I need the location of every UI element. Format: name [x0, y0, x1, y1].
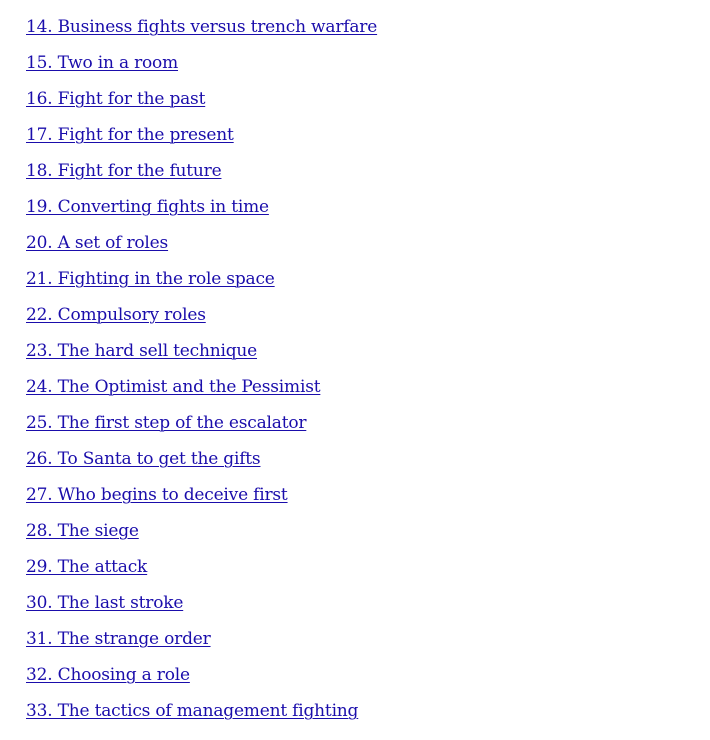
list-item — [26, 50, 377, 86]
toc-link[interactable]: 15. Two in a room — [26, 53, 179, 73]
list-item — [26, 338, 377, 374]
toc-link[interactable]: 17. Fight for the present — [26, 125, 234, 145]
toc-link[interactable]: 19. Converting fights in time — [26, 197, 269, 217]
list-item — [26, 662, 377, 698]
toc-link[interactable]: 29. The attack — [26, 557, 148, 577]
toc-link[interactable]: 16. Fight for the past — [26, 89, 206, 109]
toc-link[interactable]: 33. The tactics of management fighting — [26, 701, 359, 721]
list-item — [26, 266, 377, 302]
toc-link[interactable]: 25. The first step of the escalator — [26, 413, 307, 433]
toc-link[interactable]: 30. The last stroke — [26, 593, 184, 613]
list-item — [26, 446, 377, 482]
toc-link[interactable]: 27. Who begins to deceive first — [26, 485, 288, 505]
list-item — [26, 86, 377, 122]
list-item — [26, 590, 377, 626]
toc-link[interactable]: 24. The Optimist and the Pessimist — [26, 377, 321, 397]
list-item — [26, 14, 377, 50]
list-item — [26, 482, 377, 518]
list-item — [26, 626, 377, 662]
list-item — [26, 194, 377, 230]
list-item — [26, 158, 377, 194]
toc-link[interactable]: 32. Choosing a role — [26, 665, 190, 685]
list-item — [26, 230, 377, 266]
toc-link[interactable]: 23. The hard sell technique — [26, 341, 257, 361]
list-item — [26, 302, 377, 338]
list-item — [26, 518, 377, 554]
toc-link[interactable]: 21. Fighting in the role space — [26, 269, 275, 289]
list-item — [26, 410, 377, 446]
list-item — [26, 122, 377, 158]
toc-link[interactable]: 20. A set of roles — [26, 233, 169, 253]
list-item — [26, 698, 377, 734]
list-item — [26, 374, 377, 410]
toc-link[interactable]: 26. To Santa to get the gifts — [26, 449, 261, 469]
toc-link[interactable]: 22. Compulsory roles — [26, 305, 206, 325]
toc-link[interactable]: 28. The siege — [26, 521, 139, 541]
toc-link[interactable]: 31. The strange order — [26, 629, 211, 649]
table-of-contents — [26, 14, 377, 734]
toc-link[interactable]: 18. Fight for the future — [26, 161, 222, 181]
list-item — [26, 554, 377, 590]
toc-link[interactable]: 14. Business fights versus trench warfare — [26, 17, 378, 37]
